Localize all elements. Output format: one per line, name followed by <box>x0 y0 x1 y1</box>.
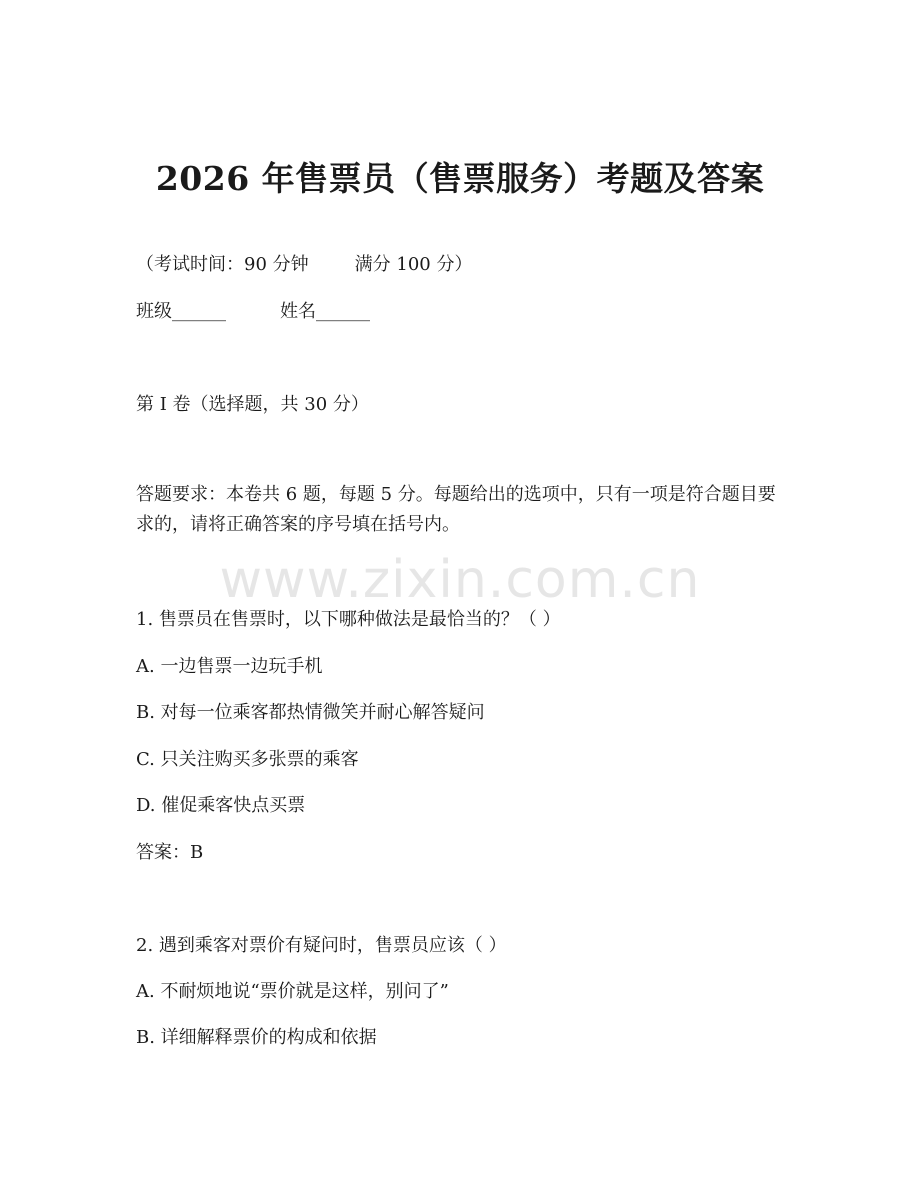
document-title: 2026 年售票员（售票服务）考题及答案 <box>155 159 765 198</box>
question-1-option-c: C. 只关注购买多张票的乘客 <box>136 749 359 770</box>
question-1-answer: 答案：B <box>136 842 204 863</box>
name-field: 姓名______ <box>280 301 370 322</box>
question-2-option-b: B. 详细解释票价的构成和依据 <box>136 1027 377 1048</box>
watermark: www.zixin.com.cn <box>219 550 701 610</box>
question-1-option-b: B. 对每一位乘客都热情微笑并耐心解答疑问 <box>136 702 485 723</box>
exam-full-score: 满分 100 分） <box>354 254 473 275</box>
student-fields <box>136 299 370 325</box>
question-1-option-a: A. 一边售票一边玩手机 <box>136 656 323 677</box>
question-1-option-d: D. 催促乘客快点买票 <box>136 795 306 816</box>
section-heading: 第 I 卷（选择题，共 30 分） <box>136 394 369 415</box>
exam-info <box>136 252 472 278</box>
question-2-option-a: A. 不耐烦地说“票价就是这样，别问了” <box>136 981 449 1002</box>
question-2-stem: 2. 遇到乘客对票价有疑问时，售票员应该（ ） <box>136 935 507 956</box>
exam-time: （考试时间：90 分钟 <box>136 254 309 275</box>
instructions: 答题要求：本卷共 6 题，每题 5 分。每题给出的选项中，只有一项是符合题目要求的，请将正确答案的序号填在括号内。 <box>136 484 776 535</box>
class-field: 班级______ <box>136 301 226 322</box>
question-1-stem: 1. 售票员在售票时，以下哪种做法是最恰当的？（ ） <box>136 609 561 630</box>
